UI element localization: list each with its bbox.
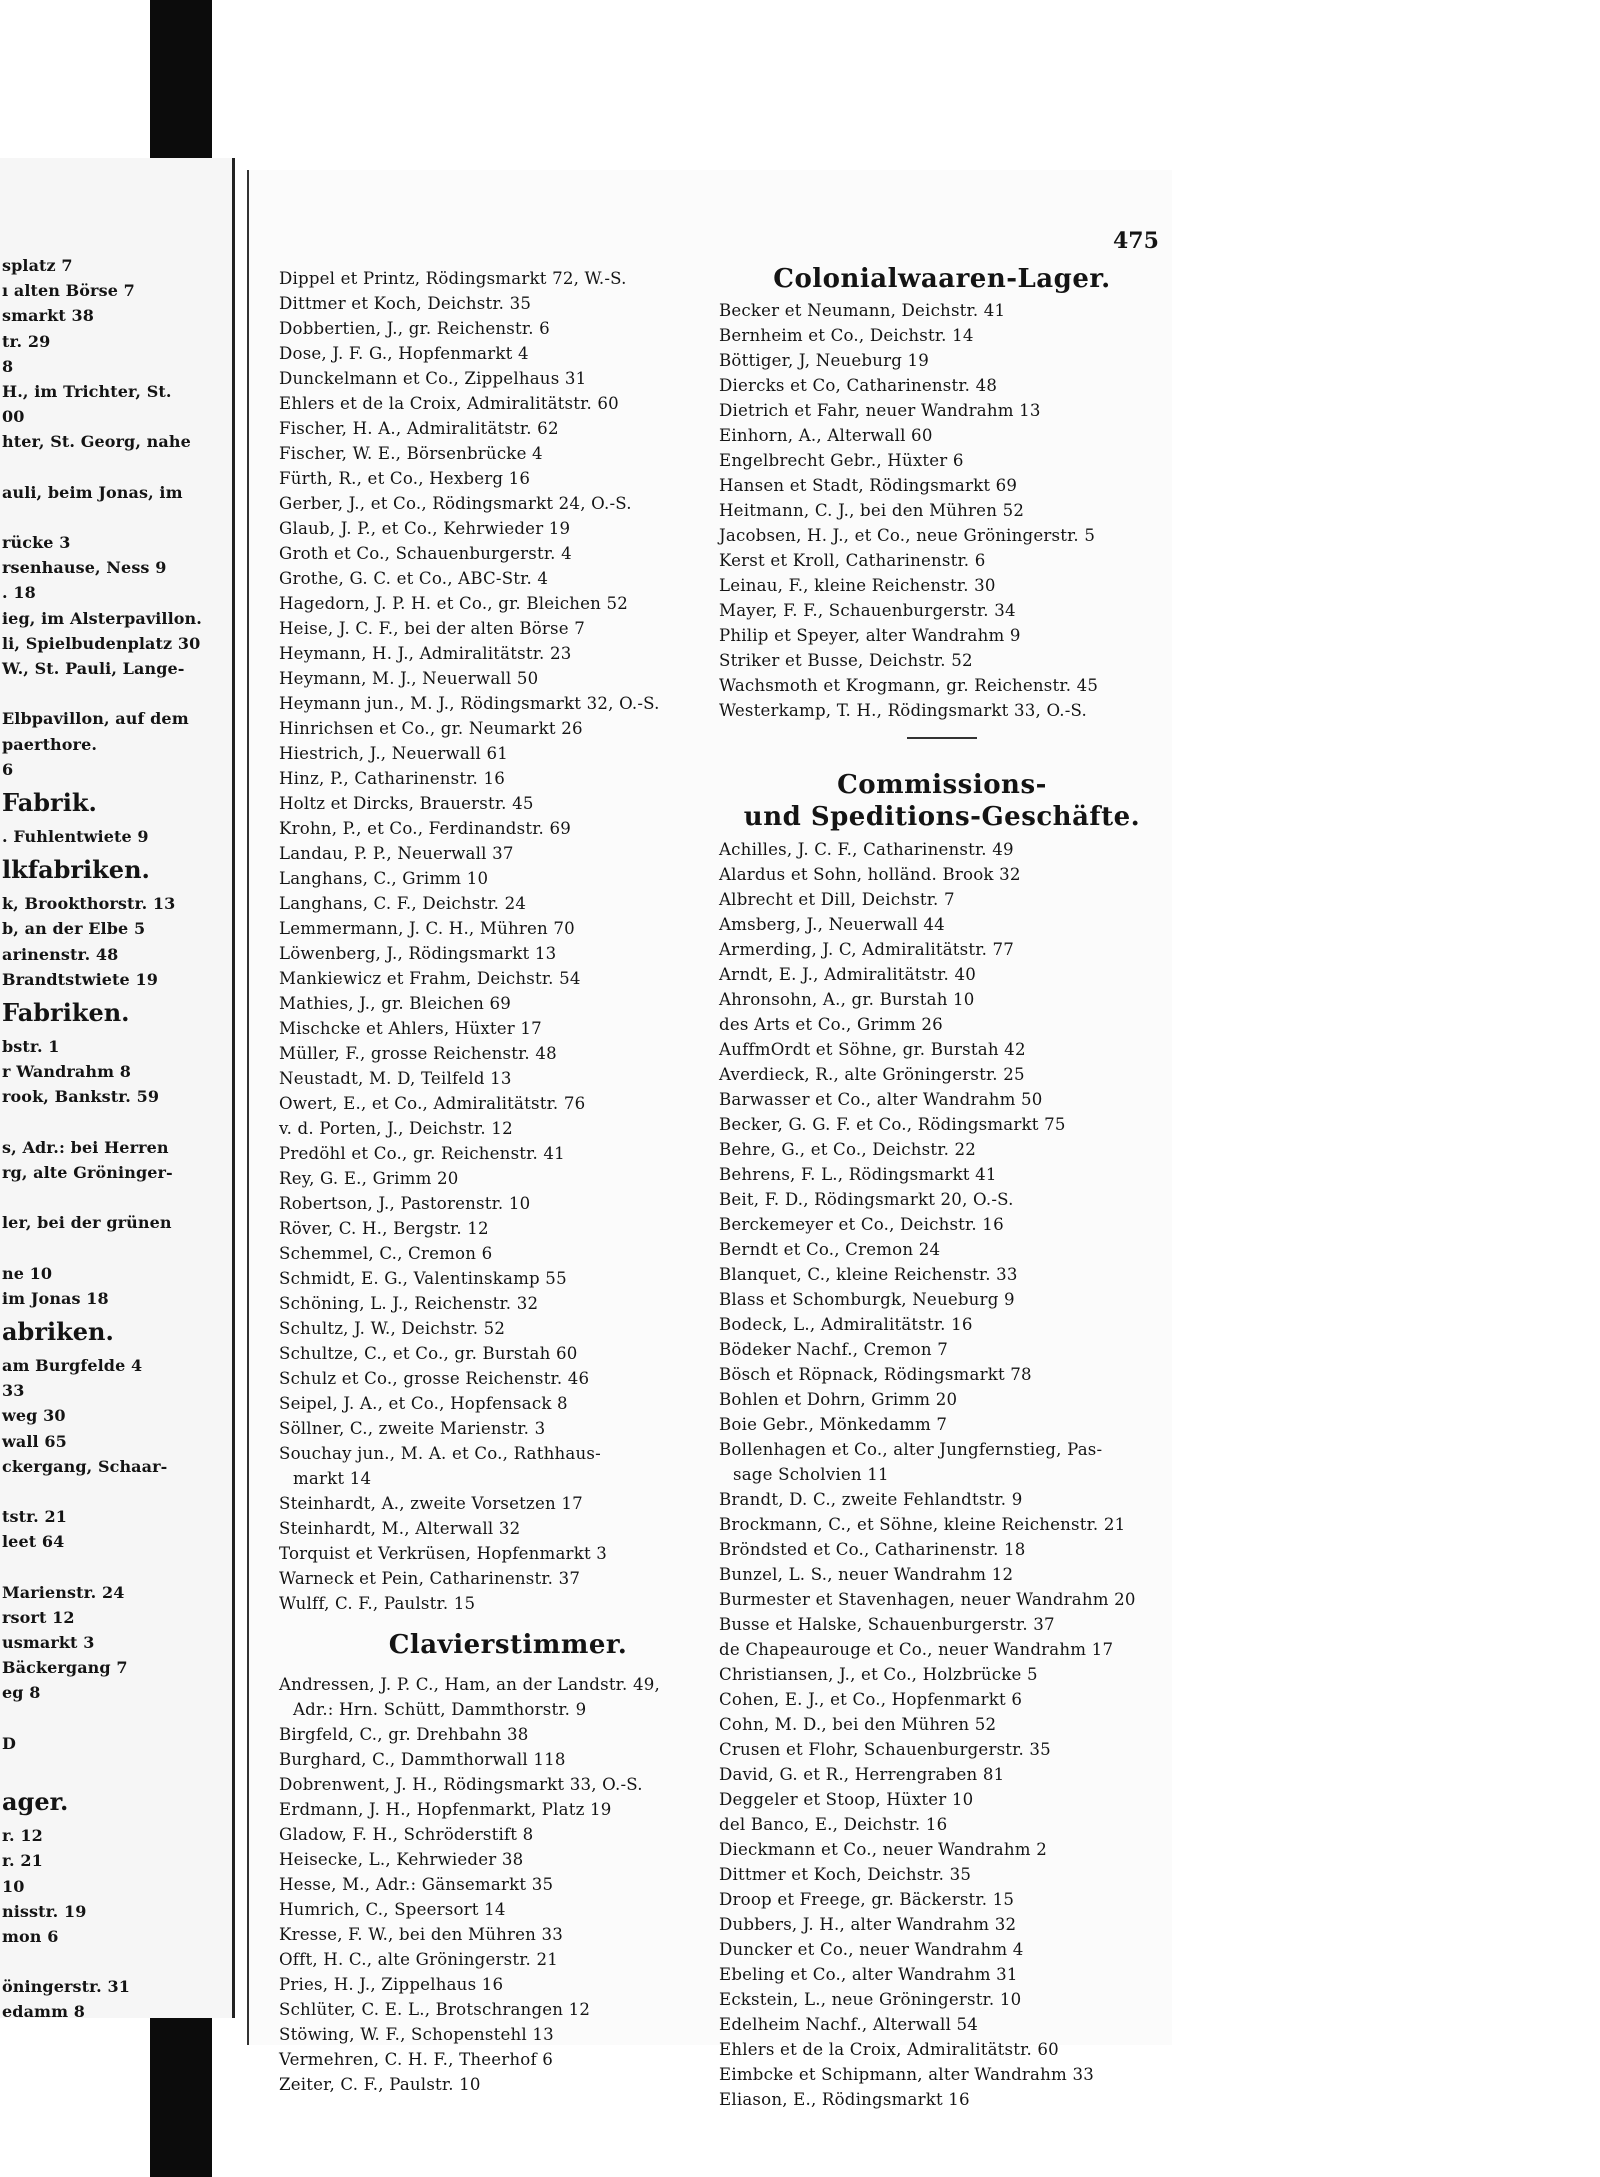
left-page-line: paerthore.	[2, 734, 98, 754]
directory-entry-continuation: Adr.: Hrn. Schütt, Dammthorstr. 9	[293, 1700, 587, 1719]
directory-entry: v. d. Porten, J., Deichstr. 12	[279, 1119, 513, 1138]
left-page-line: ne 10	[2, 1263, 53, 1283]
left-page-line: tr. 29	[2, 331, 51, 351]
directory-entry: Mayer, F. F., Schauenburgerstr. 34	[719, 601, 1016, 620]
colonialwaaren-list	[719, 298, 1165, 723]
directory-entry: Wulff, C. F., Paulstr. 15	[279, 1594, 476, 1613]
directory-entry: Behre, G., et Co., Deichstr. 22	[719, 1140, 977, 1159]
directory-entry: Schlüter, C. E. L., Brotschrangen 12	[279, 2000, 591, 2019]
left-page-line: 33	[2, 1381, 25, 1401]
directory-entry: Cohen, E. J., et Co., Hopfenmarkt 6	[719, 1690, 1023, 1709]
directory-entry: Philip et Speyer, alter Wandrahm 9	[719, 626, 1021, 645]
directory-entry: Brockmann, C., et Söhne, kleine Reichenstr. 21	[719, 1515, 1126, 1534]
directory-entry: David, G. et R., Herrengraben 81	[719, 1765, 1005, 1784]
directory-entry: Berckemeyer et Co., Deichstr. 16	[719, 1215, 1004, 1234]
left-page-line: ckergang, Schaar-	[2, 1456, 168, 1476]
directory-entry: del Banco, E., Deichstr. 16	[719, 1815, 948, 1834]
directory-entry: Warneck et Pein, Catharinenstr. 37	[279, 1569, 581, 1588]
directory-entry: de Chapeaurouge et Co., neuer Wandrahm 17	[719, 1640, 1114, 1659]
directory-entry: Hesse, M., Adr.: Gänsemarkt 35	[279, 1875, 554, 1894]
directory-entry: Schultz, J. W., Deichstr. 52	[279, 1319, 506, 1338]
directory-entry: Schöning, L. J., Reichenstr. 32	[279, 1294, 539, 1313]
directory-entry: Fischer, W. E., Börsenbrücke 4	[279, 444, 543, 463]
left-page-heading: Fabriken.	[2, 997, 130, 1027]
directory-entry: Einhorn, A., Alterwall 60	[719, 426, 933, 445]
directory-entry: Heymann jun., M. J., Rödingsmarkt 32, O.-S.	[279, 694, 660, 713]
directory-entry: Owert, E., et Co., Admiralitätstr. 76	[279, 1094, 586, 1113]
directory-entry: Armerding, J. C, Admiralitätstr. 77	[719, 940, 1015, 959]
directory-entry: Droop et Freege, gr. Bäckerstr. 15	[719, 1890, 1015, 1909]
directory-entry: Cohn, M. D., bei den Mühren 52	[719, 1715, 997, 1734]
directory-entry: Landau, P. P., Neuerwall 37	[279, 844, 514, 863]
left-page-line: r Wandrahm 8	[2, 1062, 132, 1082]
directory-entry: Boie Gebr., Mönkedamm 7	[719, 1415, 948, 1434]
left-page-line	[2, 455, 230, 480]
left-page-line: ler, bei der grünen	[2, 1213, 172, 1233]
directory-entry: Röver, C. H., Bergstr. 12	[279, 1219, 489, 1238]
left-page-line: rsenhause, Ness 9	[2, 558, 167, 578]
directory-entry: Zeiter, C. F., Paulstr. 10	[279, 2075, 481, 2094]
directory-entry: Bunzel, L. S., neuer Wandrahm 12	[719, 1565, 1014, 1584]
directory-entry: Langhans, C. F., Deichstr. 24	[279, 894, 527, 913]
directory-entry: Westerkamp, T. H., Rödingsmarkt 33, O.-S.	[719, 701, 1088, 720]
directory-entry: Erdmann, J. H., Hopfenmarkt, Platz 19	[279, 1800, 612, 1819]
directory-entry: AuffmOrdt et Söhne, gr. Burstah 42	[719, 1040, 1026, 1059]
left-page-heading: abriken.	[2, 1316, 114, 1346]
directory-entry: Birgfeld, C., gr. Drehbahn 38	[279, 1725, 529, 1744]
left-page-line: ı alten Börse 7	[2, 281, 135, 301]
directory-entry: Hagedorn, J. P. H. et Co., gr. Bleichen 52	[279, 594, 629, 613]
directory-entry: Robertson, J., Pastorenstr. 10	[279, 1194, 531, 1213]
left-page	[0, 158, 235, 2018]
left-page-line	[2, 1756, 230, 1781]
directory-entry: Dittmer et Koch, Deichstr. 35	[719, 1865, 972, 1884]
directory-entry: Fischer, H. A., Admiralitätstr. 62	[279, 419, 559, 438]
directory-entry: Ebeling et Co., alter Wandrahm 31	[719, 1965, 1018, 1984]
left-page-column	[2, 253, 230, 2018]
section-subheading-speditions: und Speditions-Geschäfte.	[743, 802, 1141, 832]
directory-entry: Langhans, C., Grimm 10	[279, 869, 489, 888]
directory-entry: Dose, J. F. G., Hopfenmarkt 4	[279, 344, 529, 363]
directory-entry: Diercks et Co, Catharinenstr. 48	[719, 376, 998, 395]
directory-entry: Stöwing, W. F., Schopenstehl 13	[279, 2025, 554, 2044]
left-page-line: Elbpavillon, auf dem	[2, 709, 189, 729]
directory-entry: Steinhardt, M., Alterwall 32	[279, 1519, 521, 1538]
left-page-line: rg, alte Gröninger-	[2, 1162, 173, 1182]
directory-entry: Hansen et Stadt, Rödingsmarkt 69	[719, 476, 1018, 495]
left-page-line	[2, 1949, 230, 1974]
directory-entry: Edelheim Nachf., Alterwall 54	[719, 2015, 979, 2034]
directory-entry: Gerber, J., et Co., Rödingsmarkt 24, O.-S.	[279, 494, 632, 513]
directory-entry: Bösch et Röpnack, Rödingsmarkt 78	[719, 1365, 1032, 1384]
left-page-line: ieg, im Alsterpavillon.	[2, 608, 202, 628]
directory-entry: Bernheim et Co., Deichstr. 14	[719, 326, 974, 345]
directory-entry: Arndt, E. J., Admiralitätstr. 40	[719, 965, 976, 984]
left-page-line: Bäckergang 7	[2, 1658, 128, 1678]
left-page-line: hter, St. Georg, nahe	[2, 432, 191, 452]
directory-entry: Vermehren, C. H. F., Theerhof 6	[279, 2050, 554, 2069]
left-page-line: Marienstr. 24	[2, 1582, 125, 1602]
left-page-line: 00	[2, 407, 25, 427]
directory-entry: Dobrenwent, J. H., Rödingsmarkt 33, O.-S.	[279, 1775, 643, 1794]
directory-entry: Eliason, E., Rödingsmarkt 16	[719, 2090, 970, 2109]
page-number: 475	[1113, 228, 1159, 254]
left-page-line: auli, beim Jonas, im	[2, 482, 183, 502]
left-page-line: am Burgfelde 4	[2, 1355, 143, 1375]
directory-entry: Predöhl et Co., gr. Reichenstr. 41	[279, 1144, 565, 1163]
directory-entry: Ehlers et de la Croix, Admiralitätstr. 60	[719, 2040, 1059, 2059]
directory-entry: Bodeck, L., Admiralitätstr. 16	[719, 1315, 973, 1334]
directory-entry: Ehlers et de la Croix, Admiralitätstr. 60	[279, 394, 619, 413]
directory-entry: Bröndsted et Co., Catharinenstr. 18	[719, 1540, 1026, 1559]
directory-entry: Krohn, P., et Co., Ferdinandstr. 69	[279, 819, 571, 838]
directory-entry: Ahronsohn, A., gr. Burstah 10	[719, 990, 975, 1009]
directory-entry: Schemmel, C., Cremon 6	[279, 1244, 493, 1263]
directory-entry: Löwenberg, J., Rödingsmarkt 13	[279, 944, 557, 963]
directory-entry: Leinau, F., kleine Reichenstr. 30	[719, 576, 996, 595]
left-page-line: . 18	[2, 583, 36, 603]
left-page-line: tstr. 21	[2, 1507, 67, 1527]
dealer-list-continued	[279, 266, 737, 1616]
left-page-line: r. 21	[2, 1851, 43, 1871]
left-page-line: rücke 3	[2, 533, 71, 553]
column-1	[279, 266, 737, 2097]
left-page-line: mon 6	[2, 1926, 59, 1946]
directory-entry: Dietrich et Fahr, neuer Wandrahm 13	[719, 401, 1041, 420]
directory-entry: Lemmermann, J. C. H., Mühren 70	[279, 919, 575, 938]
right-page	[247, 170, 1172, 2109]
left-page-line: nisstr. 19	[2, 1901, 87, 1921]
column-2	[719, 264, 1165, 2112]
left-page-line: weg 30	[2, 1406, 66, 1426]
directory-entry: Steinhardt, A., zweite Vorsetzen 17	[279, 1494, 583, 1513]
directory-entry: Torquist et Verkrüsen, Hopfenmarkt 3	[279, 1544, 608, 1563]
section-heading-colonialwaaren: Colonialwaaren-Lager.	[773, 264, 1111, 294]
directory-entry: Humrich, C., Speersort 14	[279, 1900, 506, 1919]
left-page-line: Brandtstwiete 19	[2, 969, 158, 989]
directory-entry: Jacobsen, H. J., et Co., neue Gröningerstr. 5	[719, 526, 1096, 545]
directory-entry: Böttiger, J, Neueburg 19	[719, 351, 930, 370]
directory-entry: Averdieck, R., alte Gröningerstr. 25	[719, 1065, 1025, 1084]
directory-entry: Hinrichsen et Co., gr. Neumarkt 26	[279, 719, 583, 738]
directory-entry: Mischcke et Ahlers, Hüxter 17	[279, 1019, 542, 1038]
left-page-line: li, Spielbudenplatz 30	[2, 633, 201, 653]
left-page-line	[2, 1706, 230, 1731]
directory-entry: Becker, G. G. F. et Co., Rödingsmarkt 75	[719, 1115, 1066, 1134]
directory-entry: Eckstein, L., neue Gröningerstr. 10	[719, 1990, 1022, 2009]
directory-entry: Dittmer et Koch, Deichstr. 35	[279, 294, 532, 313]
directory-entry: Christiansen, J., et Co., Holzbrücke 5	[719, 1665, 1038, 1684]
directory-entry: Alardus et Sohn, holländ. Brook 32	[719, 865, 1021, 884]
directory-entry: Bohlen et Dohrn, Grimm 20	[719, 1390, 958, 1409]
directory-entry: Bödeker Nachf., Cremon 7	[719, 1340, 948, 1359]
left-page-line: leet 64	[2, 1532, 65, 1552]
directory-entry: Burmester et Stavenhagen, neuer Wandrahm 20	[719, 1590, 1136, 1609]
left-page-line: H., im Trichter, St.	[2, 381, 172, 401]
directory-entry: Duncker et Co., neuer Wandrahm 4	[719, 1940, 1024, 1959]
directory-entry: Heise, J. C. F., bei der alten Börse 7	[279, 619, 586, 638]
left-page-line: 8	[2, 356, 14, 376]
directory-entry: Gladow, F. H., Schröderstift 8	[279, 1825, 534, 1844]
left-page-line: r. 12	[2, 1826, 43, 1846]
directory-entry: Glaub, J. P., et Co., Kehrwieder 19	[279, 519, 571, 538]
directory-entry: Burghard, C., Dammthorwall 118	[279, 1750, 566, 1769]
directory-entry: Kresse, F. W., bei den Mühren 33	[279, 1925, 564, 1944]
directory-entry: Eimbcke et Schipmann, alter Wandrahm 33	[719, 2065, 1094, 2084]
directory-entry: Dobbertien, J., gr. Reichenstr. 6	[279, 319, 550, 338]
directory-entry: Mankiewicz et Frahm, Deichstr. 54	[279, 969, 581, 988]
directory-entry: Brandt, D. C., zweite Fehlandtstr. 9	[719, 1490, 1023, 1509]
left-page-line	[2, 1185, 230, 1210]
directory-entry: Kerst et Kroll, Catharinenstr. 6	[719, 551, 986, 570]
left-page-line: wall 65	[2, 1431, 67, 1451]
directory-entry: Rey, G. E., Grimm 20	[279, 1169, 459, 1188]
directory-entry: Busse et Halske, Schauenburgerstr. 37	[719, 1615, 1055, 1634]
section-divider	[907, 737, 977, 739]
directory-entry: Blass et Schomburgk, Neueburg 9	[719, 1290, 1015, 1309]
directory-entry: Blanquet, C., kleine Reichenstr. 33	[719, 1265, 1018, 1284]
left-page-line	[2, 1554, 230, 1579]
directory-entry: Fürth, R., et Co., Hexberg 16	[279, 469, 531, 488]
left-page-line: D	[2, 1733, 16, 1753]
directory-entry: Bollenhagen et Co., alter Jungfernstieg, Pas-	[719, 1440, 1103, 1459]
left-page-heading: ager.	[2, 1787, 69, 1817]
left-page-line: smarkt 38	[2, 306, 94, 326]
clavierstimmer-list	[279, 1672, 737, 2097]
directory-entry: Heisecke, L., Kehrwieder 38	[279, 1850, 524, 1869]
directory-entry: Holtz et Dircks, Brauerstr. 45	[279, 794, 534, 813]
directory-entry: Dubbers, J. H., alter Wandrahm 32	[719, 1915, 1017, 1934]
directory-entry: Barwasser et Co., alter Wandrahm 50	[719, 1090, 1043, 1109]
left-page-line: arinenstr. 48	[2, 944, 119, 964]
directory-entry: Beit, F. D., Rödingsmarkt 20, O.-S.	[719, 1190, 1014, 1209]
directory-entry: Deggeler et Stoop, Hüxter 10	[719, 1790, 974, 1809]
left-page-line: 10	[2, 1876, 25, 1896]
directory-entry-continuation: sage Scholvien 11	[733, 1465, 889, 1484]
directory-entry: Wachsmoth et Krogmann, gr. Reichenstr. 45	[719, 676, 1099, 695]
directory-entry: Schultze, C., et Co., gr. Burstah 60	[279, 1344, 578, 1363]
left-page-line: rook, Bankstr. 59	[2, 1087, 160, 1107]
left-page-line	[2, 681, 230, 706]
section-heading-clavierstimmer: Clavierstimmer.	[388, 1630, 628, 1660]
left-page-line	[2, 1235, 230, 1260]
directory-entry: Dunckelmann et Co., Zippelhaus 31	[279, 369, 587, 388]
left-page-line: öningerstr. 31	[2, 1977, 130, 1997]
directory-entry: Groth et Co., Schauenburgerstr. 4	[279, 544, 572, 563]
directory-entry: Behrens, F. L., Rödingsmarkt 41	[719, 1165, 997, 1184]
directory-entry: Achilles, J. C. F., Catharinenstr. 49	[719, 840, 1014, 859]
directory-entry: Grothe, G. C. et Co., ABC-Str. 4	[279, 569, 549, 588]
directory-entry: Müller, F., grosse Reichenstr. 48	[279, 1044, 557, 1063]
directory-entry: Söllner, C., zweite Marienstr. 3	[279, 1419, 546, 1438]
directory-entry: Pries, H. J., Zippelhaus 16	[279, 1975, 504, 1994]
left-page-line: eg 8	[2, 1683, 41, 1703]
directory-entry: Amsberg, J., Neuerwall 44	[719, 915, 945, 934]
left-page-line: . Fuhlentwiete 9	[2, 826, 149, 846]
left-page-heading: lkfabriken.	[2, 855, 150, 885]
directory-entry: Engelbrecht Gebr., Hüxter 6	[719, 451, 964, 470]
directory-entry: Neustadt, M. D, Teilfeld 13	[279, 1069, 512, 1088]
left-page-line: rsort 12	[2, 1607, 75, 1627]
directory-entry: Berndt et Co., Cremon 24	[719, 1240, 941, 1259]
section-heading-commissions: Commissions-	[837, 770, 1047, 800]
directory-entry: Seipel, J. A., et Co., Hopfensack 8	[279, 1394, 568, 1413]
directory-entry: Schmidt, E. G., Valentinskamp 55	[279, 1269, 567, 1288]
directory-entry: Mathies, J., gr. Bleichen 69	[279, 994, 512, 1013]
left-page-line: splatz 7	[2, 256, 73, 275]
left-page-line: 6	[2, 759, 14, 779]
directory-entry: Heitmann, C. J., bei den Mühren 52	[719, 501, 1025, 520]
directory-entry: Crusen et Flohr, Schauenburgerstr. 35	[719, 1740, 1051, 1759]
left-page-line: W., St. Pauli, Lange-	[2, 659, 185, 678]
directory-entry: des Arts et Co., Grimm 26	[719, 1015, 943, 1034]
directory-entry: Dieckmann et Co., neuer Wandrahm 2	[719, 1840, 1047, 1859]
left-page-line: usmarkt 3	[2, 1633, 95, 1652]
directory-entry: Dippel et Printz, Rödingsmarkt 72, W.-S.	[279, 269, 627, 288]
left-page-line	[2, 505, 230, 530]
directory-entry: Hiestrich, J., Neuerwall 61	[279, 744, 509, 763]
directory-entry: Striker et Busse, Deichstr. 52	[719, 651, 973, 670]
left-page-line: s, Adr.: bei Herren	[2, 1137, 169, 1157]
left-page-line	[2, 1109, 230, 1134]
directory-entry: Offt, H. C., alte Gröningerstr. 21	[279, 1950, 559, 1969]
left-page-line: edamm 8	[2, 2002, 85, 2018]
left-page-line: bstr. 1	[2, 1036, 60, 1056]
directory-entry: Becker et Neumann, Deichstr. 41	[719, 301, 1006, 320]
directory-entry: Schulz et Co., grosse Reichenstr. 46	[279, 1369, 590, 1388]
left-page-line: b, an der Elbe 5	[2, 919, 146, 939]
directory-entry: Andressen, J. P. C., Ham, an der Landstr. 49,	[279, 1675, 660, 1694]
directory-entry: Albrecht et Dill, Deichstr. 7	[719, 890, 955, 909]
directory-entry: Heymann, H. J., Admiralitätstr. 23	[279, 644, 572, 663]
left-page-heading: Fabrik.	[2, 787, 97, 817]
directory-entry: Hinz, P., Catharinenstr. 16	[279, 769, 506, 788]
left-page-line	[2, 1479, 230, 1504]
commissions-list	[719, 837, 1165, 2112]
directory-entry-continuation: markt 14	[293, 1469, 372, 1488]
left-page-line: k, Brookthorstr. 13	[2, 894, 176, 914]
directory-entry: Heymann, M. J., Neuerwall 50	[279, 669, 539, 688]
directory-entry: Souchay jun., M. A. et Co., Rathhaus-	[279, 1444, 601, 1463]
left-page-line: im Jonas 18	[2, 1288, 109, 1308]
